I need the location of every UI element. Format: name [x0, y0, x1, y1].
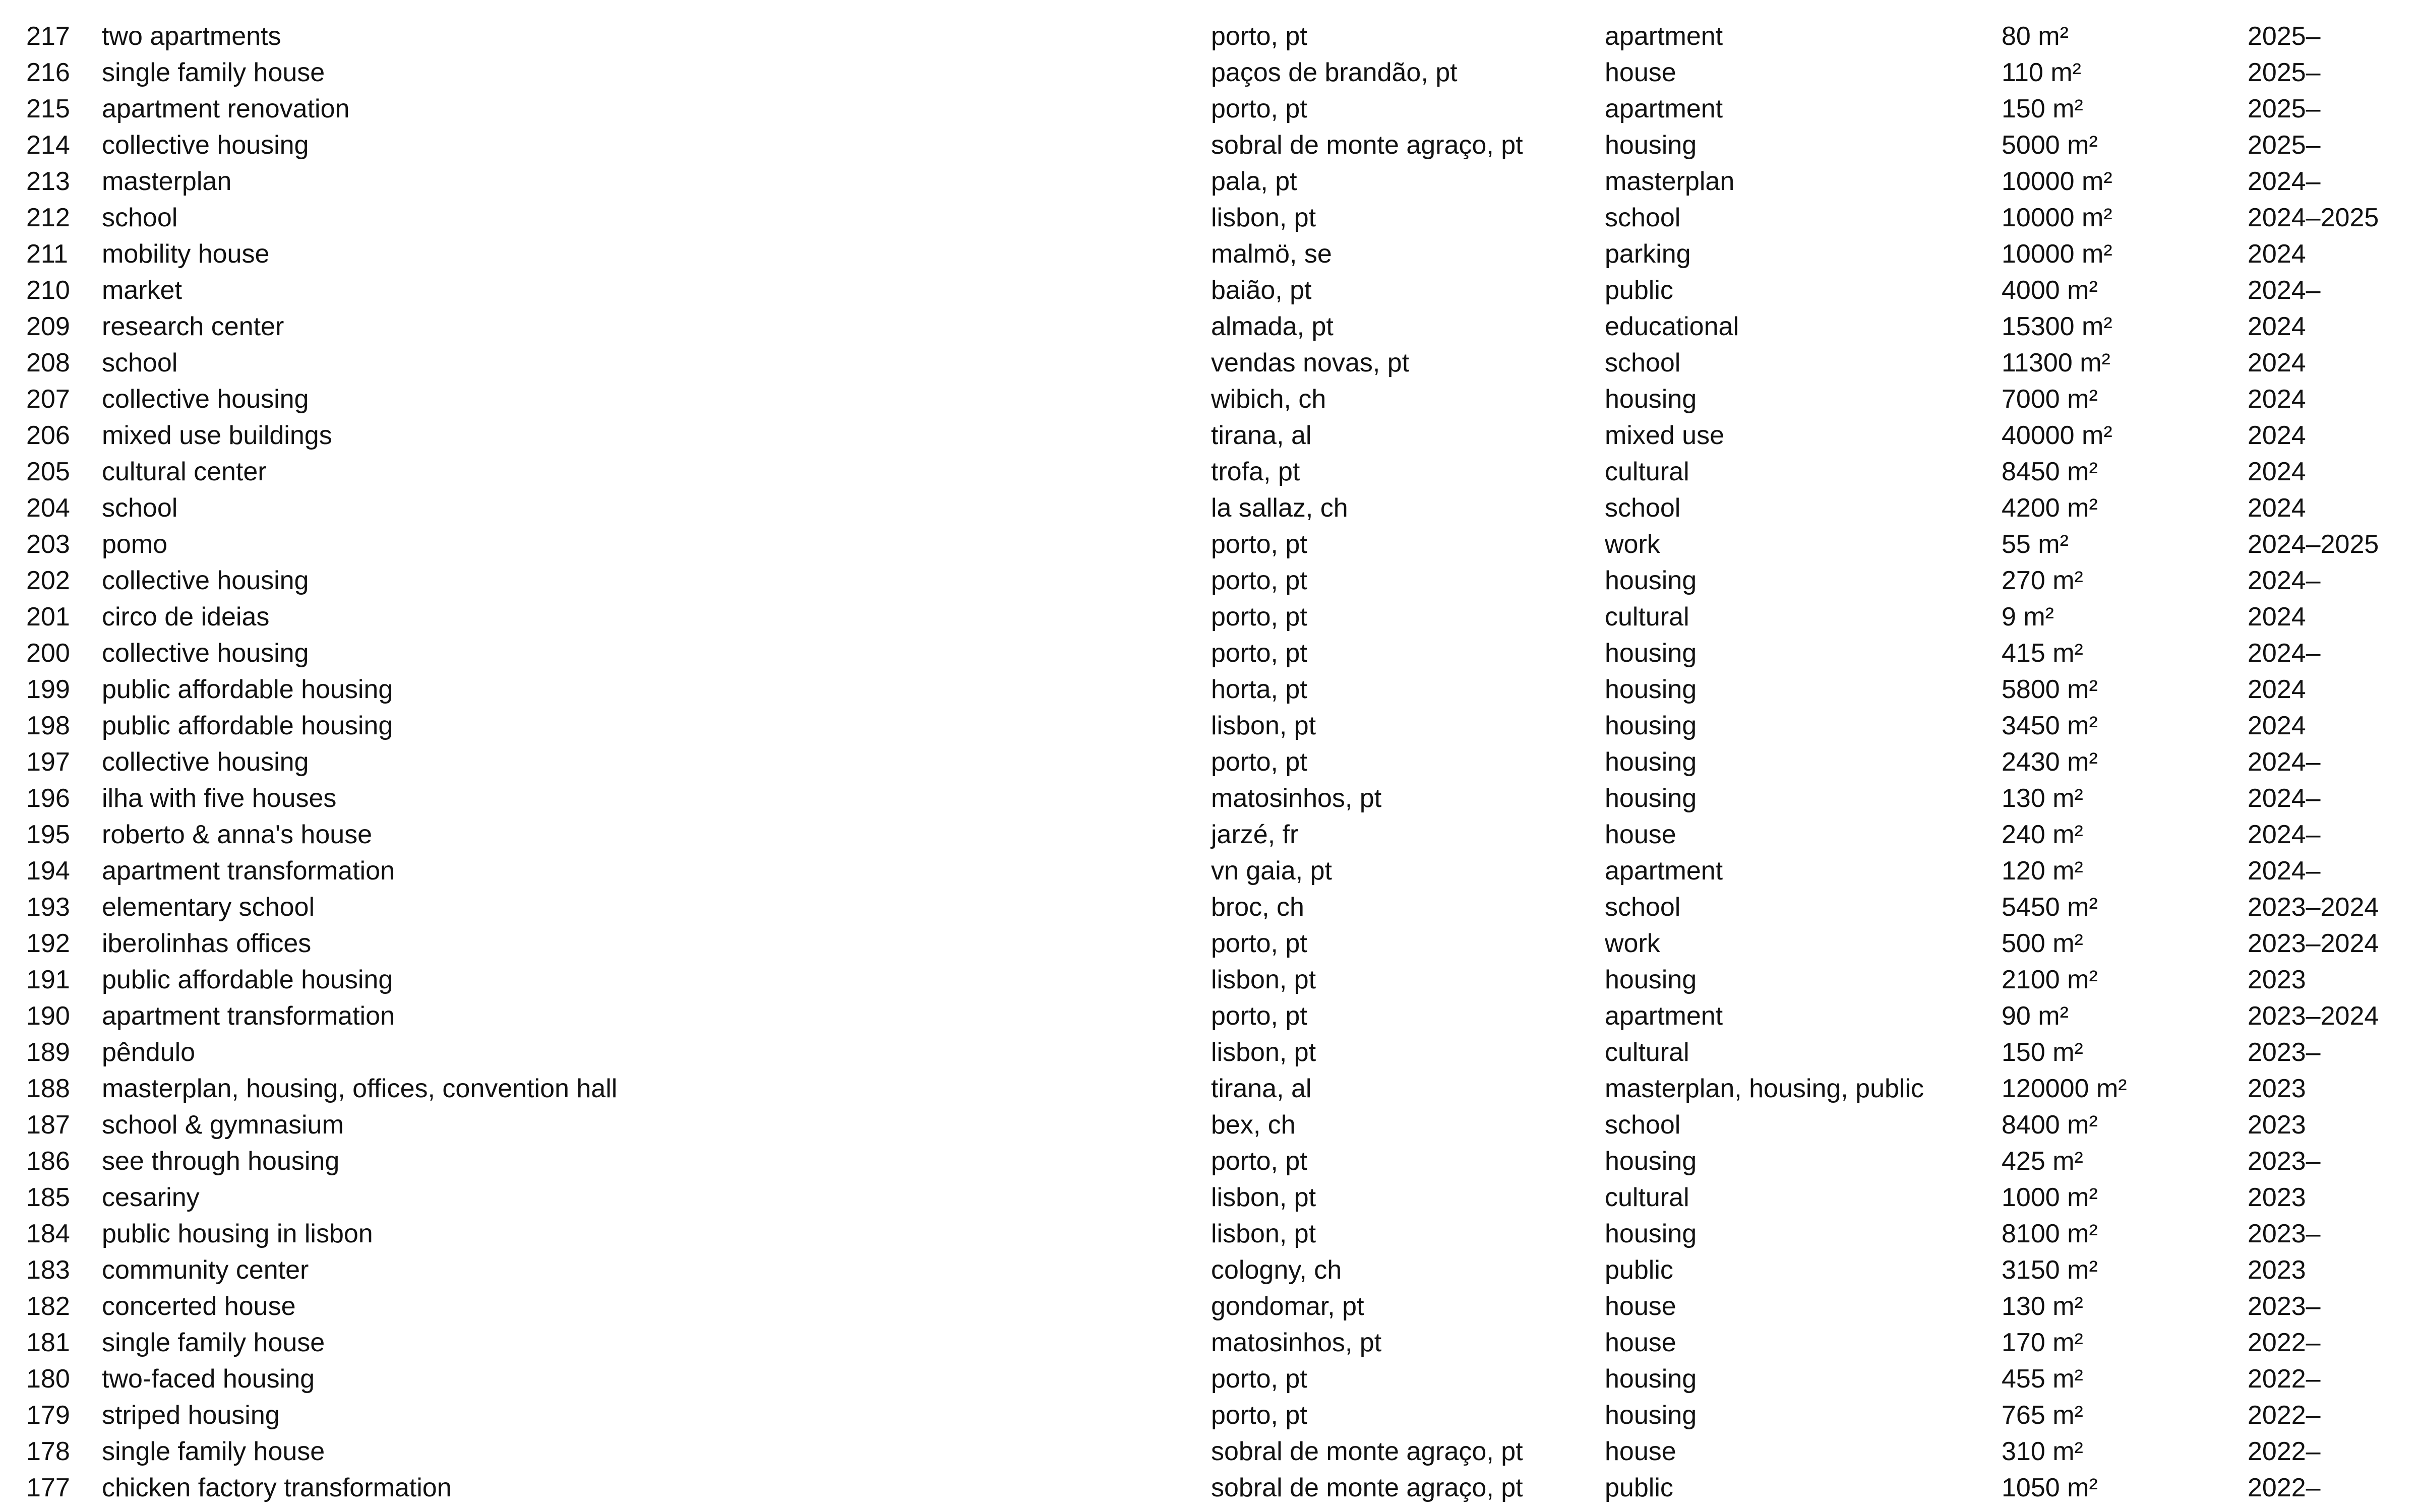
project-number: 217: [26, 22, 70, 51]
project-type: apartment: [1605, 856, 1723, 886]
project-area: 240 m²: [2002, 820, 2083, 849]
project-type: mixed use: [1605, 421, 1724, 450]
project-years: 2023: [2248, 1074, 2306, 1103]
project-area: 765 m²: [2002, 1401, 2083, 1430]
project-area: 5000 m²: [2002, 131, 2098, 160]
project-type: housing: [1605, 711, 1697, 740]
project-years: 2022–: [2248, 1364, 2321, 1394]
project-name[interactable]: cesariny: [102, 1183, 200, 1212]
project-years: 2023: [2248, 965, 2306, 994]
project-row[interactable]: [0, 1143, 2420, 1179]
project-location: sobral de monte agraço, pt: [1211, 131, 1523, 160]
project-number: 191: [26, 965, 70, 994]
project-type: public: [1605, 1473, 1673, 1502]
project-years: 2025–: [2248, 22, 2321, 51]
project-years: 2022–: [2248, 1328, 2321, 1357]
project-name[interactable]: market: [102, 276, 182, 305]
project-type: work: [1605, 929, 1660, 958]
project-area: 455 m²: [2002, 1364, 2083, 1394]
project-row[interactable]: [0, 18, 2420, 54]
project-number: 185: [26, 1183, 70, 1212]
project-years: 2023–2024: [2248, 893, 2379, 922]
project-location: porto, pt: [1211, 22, 1307, 51]
project-number: 216: [26, 58, 70, 87]
project-years: 2023–: [2248, 1147, 2321, 1176]
project-years: 2023–2024: [2248, 929, 2379, 958]
project-name[interactable]: apartment transformation: [102, 856, 395, 886]
project-area: 8400 m²: [2002, 1110, 2098, 1140]
project-location: pala, pt: [1211, 167, 1297, 196]
project-row[interactable]: [0, 1470, 2420, 1506]
project-area: 2100 m²: [2002, 965, 2098, 994]
project-type: housing: [1605, 131, 1697, 160]
project-name[interactable]: masterplan: [102, 167, 232, 196]
project-area: 15300 m²: [2002, 312, 2112, 341]
project-row[interactable]: [0, 1179, 2420, 1216]
project-area: 5800 m²: [2002, 675, 2098, 704]
project-type: housing: [1605, 784, 1697, 813]
project-location: matosinhos, pt: [1211, 784, 1382, 813]
project-number: 182: [26, 1292, 70, 1321]
project-location: porto, pt: [1211, 602, 1307, 632]
project-location: lisbon, pt: [1211, 965, 1316, 994]
project-years: 2024–: [2248, 820, 2321, 849]
project-type: work: [1605, 530, 1660, 559]
project-name[interactable]: public affordable housing: [102, 675, 393, 704]
project-name[interactable]: school: [102, 348, 178, 377]
project-number: 188: [26, 1074, 70, 1103]
project-location: sobral de monte agraço, pt: [1211, 1437, 1523, 1466]
project-name[interactable]: collective housing: [102, 566, 309, 595]
project-row[interactable]: [0, 381, 2420, 417]
project-row[interactable]: [0, 236, 2420, 272]
project-type: housing: [1605, 747, 1697, 777]
project-location: trofa, pt: [1211, 457, 1300, 486]
project-row[interactable]: [0, 1325, 2420, 1361]
project-type: school: [1605, 203, 1681, 232]
project-name[interactable]: public affordable housing: [102, 711, 393, 740]
project-location: bex, ch: [1211, 1110, 1296, 1140]
project-type: school: [1605, 493, 1681, 523]
project-type: cultural: [1605, 1183, 1689, 1212]
project-name[interactable]: community center: [102, 1255, 309, 1285]
project-row[interactable]: [0, 925, 2420, 962]
project-type: housing: [1605, 1401, 1697, 1430]
project-location: tirana, al: [1211, 1074, 1312, 1103]
project-list: [0, 18, 2420, 1506]
project-number: 204: [26, 493, 70, 523]
project-row[interactable]: [0, 490, 2420, 526]
project-row[interactable]: [0, 454, 2420, 490]
project-name[interactable]: cultural center: [102, 457, 267, 486]
project-number: 214: [26, 131, 70, 160]
project-location: cologny, ch: [1211, 1255, 1342, 1285]
project-years: 2024: [2248, 711, 2306, 740]
project-number: 205: [26, 457, 70, 486]
project-location: porto, pt: [1211, 639, 1307, 668]
project-number: 197: [26, 747, 70, 777]
project-area: 130 m²: [2002, 784, 2083, 813]
project-name[interactable]: public affordable housing: [102, 965, 393, 994]
project-row[interactable]: [0, 998, 2420, 1034]
project-name[interactable]: circo de ideias: [102, 602, 270, 632]
project-number: 192: [26, 929, 70, 958]
project-row[interactable]: [0, 853, 2420, 889]
project-name[interactable]: collective housing: [102, 385, 309, 414]
project-name[interactable]: apartment renovation: [102, 94, 350, 123]
project-row[interactable]: [0, 744, 2420, 780]
project-type: masterplan: [1605, 167, 1735, 196]
project-area: 425 m²: [2002, 1147, 2083, 1176]
project-years: 2024: [2248, 312, 2306, 341]
project-name[interactable]: concerted house: [102, 1292, 296, 1321]
project-years: 2024–: [2248, 856, 2321, 886]
project-years: 2023–: [2248, 1292, 2321, 1321]
project-years: 2024: [2248, 385, 2306, 414]
project-number: 189: [26, 1038, 70, 1067]
project-number: 184: [26, 1219, 70, 1248]
project-years: 2022–: [2248, 1401, 2321, 1430]
project-location: porto, pt: [1211, 530, 1307, 559]
project-location: la sallaz, ch: [1211, 493, 1348, 523]
project-location: vn gaia, pt: [1211, 856, 1332, 886]
project-row[interactable]: [0, 1433, 2420, 1470]
project-years: 2024: [2248, 602, 2306, 632]
project-type: public: [1605, 1255, 1673, 1285]
project-area: 90 m²: [2002, 1001, 2069, 1031]
project-name[interactable]: ilha with five houses: [102, 784, 337, 813]
project-years: 2024–: [2248, 167, 2321, 196]
project-name[interactable]: single family house: [102, 1328, 325, 1357]
project-years: 2024–2025: [2248, 203, 2379, 232]
project-name[interactable]: public housing in lisbon: [102, 1219, 373, 1248]
project-years: 2024–: [2248, 784, 2321, 813]
project-row[interactable]: [0, 272, 2420, 308]
project-number: 200: [26, 639, 70, 668]
project-area: 170 m²: [2002, 1328, 2083, 1357]
project-years: 2024: [2248, 457, 2306, 486]
project-type: house: [1605, 1328, 1676, 1357]
project-name[interactable]: school: [102, 203, 178, 232]
project-row[interactable]: [0, 671, 2420, 708]
project-location: paços de brandão, pt: [1211, 58, 1458, 87]
project-name[interactable]: elementary school: [102, 893, 315, 922]
project-area: 150 m²: [2002, 1038, 2083, 1067]
project-years: 2023–: [2248, 1038, 2321, 1067]
project-row[interactable]: [0, 54, 2420, 91]
project-location: lisbon, pt: [1211, 711, 1316, 740]
project-area: 5450 m²: [2002, 893, 2098, 922]
project-type: house: [1605, 1292, 1676, 1321]
project-location: porto, pt: [1211, 1364, 1307, 1394]
project-location: porto, pt: [1211, 566, 1307, 595]
project-years: 2024: [2248, 239, 2306, 269]
project-row[interactable]: [0, 1288, 2420, 1325]
project-area: 1050 m²: [2002, 1473, 2098, 1502]
project-type: apartment: [1605, 1001, 1723, 1031]
project-name[interactable]: collective housing: [102, 131, 309, 160]
project-area: 120 m²: [2002, 856, 2083, 886]
project-row[interactable]: [0, 163, 2420, 200]
project-location: lisbon, pt: [1211, 203, 1316, 232]
project-row[interactable]: [0, 526, 2420, 562]
project-area: 310 m²: [2002, 1437, 2083, 1466]
project-location: sobral de monte agraço, pt: [1211, 1473, 1523, 1502]
project-number: 212: [26, 203, 70, 232]
project-row[interactable]: [0, 816, 2420, 853]
project-name[interactable]: collective housing: [102, 747, 309, 777]
project-row[interactable]: [0, 127, 2420, 163]
project-row[interactable]: [0, 780, 2420, 816]
project-type: educational: [1605, 312, 1739, 341]
project-location: vendas novas, pt: [1211, 348, 1410, 377]
project-area: 110 m²: [2002, 58, 2081, 87]
project-years: 2024–: [2248, 276, 2321, 305]
project-area: 4200 m²: [2002, 493, 2098, 523]
project-location: porto, pt: [1211, 1001, 1307, 1031]
project-number: 187: [26, 1110, 70, 1140]
project-row[interactable]: [0, 91, 2420, 127]
project-row[interactable]: [0, 1107, 2420, 1143]
project-years: 2024: [2248, 348, 2306, 377]
project-name[interactable]: two apartments: [102, 22, 281, 51]
project-location: porto, pt: [1211, 1401, 1307, 1430]
project-name[interactable]: chicken factory transformation: [102, 1473, 452, 1502]
project-area: 150 m²: [2002, 94, 2083, 123]
project-area: 2430 m²: [2002, 747, 2098, 777]
project-row[interactable]: [0, 599, 2420, 635]
project-area: 120000 m²: [2002, 1074, 2127, 1103]
project-number: 181: [26, 1328, 70, 1357]
project-number: 210: [26, 276, 70, 305]
project-number: 186: [26, 1147, 70, 1176]
project-area: 4000 m²: [2002, 276, 2098, 305]
project-row[interactable]: [0, 417, 2420, 454]
project-type: public: [1605, 276, 1673, 305]
project-row[interactable]: [0, 1070, 2420, 1107]
project-years: 2024–: [2248, 566, 2321, 595]
project-years: 2024–2025: [2248, 530, 2379, 559]
project-location: malmö, se: [1211, 239, 1332, 269]
project-location: porto, pt: [1211, 1147, 1307, 1176]
project-name[interactable]: pomo: [102, 530, 168, 559]
project-number: 201: [26, 602, 70, 632]
project-location: broc, ch: [1211, 893, 1304, 922]
project-location: porto, pt: [1211, 747, 1307, 777]
project-years: 2023: [2248, 1183, 2306, 1212]
project-name[interactable]: masterplan, housing, offices, convention hall: [102, 1074, 618, 1103]
project-area: 9 m²: [2002, 602, 2054, 632]
project-area: 10000 m²: [2002, 167, 2112, 196]
project-type: apartment: [1605, 94, 1723, 123]
project-years: 2024–: [2248, 747, 2321, 777]
project-number: 207: [26, 385, 70, 414]
project-location: baião, pt: [1211, 276, 1312, 305]
project-area: 1000 m²: [2002, 1183, 2098, 1212]
project-type: housing: [1605, 1147, 1697, 1176]
project-type: masterplan, housing, public: [1605, 1074, 1924, 1103]
project-name[interactable]: mixed use buildings: [102, 421, 332, 450]
project-number: 190: [26, 1001, 70, 1031]
project-type: school: [1605, 1110, 1681, 1140]
project-row[interactable]: [0, 308, 2420, 345]
project-name[interactable]: striped housing: [102, 1401, 280, 1430]
project-location: matosinhos, pt: [1211, 1328, 1382, 1357]
project-years: 2023–: [2248, 1219, 2321, 1248]
project-type: housing: [1605, 675, 1697, 704]
project-number: 213: [26, 167, 70, 196]
project-area: 10000 m²: [2002, 239, 2112, 269]
project-number: 179: [26, 1401, 70, 1430]
project-years: 2025–: [2248, 58, 2321, 87]
project-number: 183: [26, 1255, 70, 1285]
project-number: 196: [26, 784, 70, 813]
project-row[interactable]: [0, 1252, 2420, 1288]
project-name[interactable]: pêndulo: [102, 1038, 196, 1067]
project-name[interactable]: research center: [102, 312, 284, 341]
project-number: 198: [26, 711, 70, 740]
project-location: wibich, ch: [1211, 385, 1326, 414]
project-area: 7000 m²: [2002, 385, 2098, 414]
project-number: 194: [26, 856, 70, 886]
project-name[interactable]: roberto & anna's house: [102, 820, 373, 849]
project-row[interactable]: [0, 1361, 2420, 1397]
project-type: house: [1605, 820, 1676, 849]
project-location: lisbon, pt: [1211, 1183, 1316, 1212]
project-name[interactable]: single family house: [102, 1437, 325, 1466]
project-location: horta, pt: [1211, 675, 1307, 704]
project-location: lisbon, pt: [1211, 1219, 1316, 1248]
project-number: 215: [26, 94, 70, 123]
project-row[interactable]: [0, 635, 2420, 671]
project-row[interactable]: [0, 1034, 2420, 1070]
project-years: 2024: [2248, 493, 2306, 523]
project-area: 8450 m²: [2002, 457, 2098, 486]
project-location: gondomar, pt: [1211, 1292, 1364, 1321]
project-row[interactable]: [0, 889, 2420, 925]
project-number: 193: [26, 893, 70, 922]
project-number: 202: [26, 566, 70, 595]
project-name[interactable]: apartment transformation: [102, 1001, 395, 1031]
project-area: 55 m²: [2002, 530, 2069, 559]
project-type: cultural: [1605, 457, 1689, 486]
project-number: 203: [26, 530, 70, 559]
project-number: 178: [26, 1437, 70, 1466]
project-type: cultural: [1605, 602, 1689, 632]
project-area: 3150 m²: [2002, 1255, 2098, 1285]
project-row[interactable]: [0, 200, 2420, 236]
project-name[interactable]: single family house: [102, 58, 325, 87]
project-type: housing: [1605, 965, 1697, 994]
project-area: 10000 m²: [2002, 203, 2112, 232]
project-type: school: [1605, 348, 1681, 377]
project-years: 2022–: [2248, 1473, 2321, 1502]
project-type: housing: [1605, 566, 1697, 595]
project-area: 130 m²: [2002, 1292, 2083, 1321]
project-row[interactable]: [0, 962, 2420, 998]
project-years: 2025–: [2248, 94, 2321, 123]
project-location: porto, pt: [1211, 94, 1307, 123]
project-name[interactable]: school: [102, 493, 178, 523]
project-location: almada, pt: [1211, 312, 1334, 341]
project-type: school: [1605, 893, 1681, 922]
project-years: 2022–: [2248, 1437, 2321, 1466]
project-area: 40000 m²: [2002, 421, 2112, 450]
project-row[interactable]: [0, 1216, 2420, 1252]
project-number: 209: [26, 312, 70, 341]
project-years: 2024–: [2248, 639, 2321, 668]
project-row[interactable]: [0, 708, 2420, 744]
project-type: apartment: [1605, 22, 1723, 51]
project-area: 500 m²: [2002, 929, 2083, 958]
project-area: 80 m²: [2002, 22, 2069, 51]
project-location: jarzé, fr: [1211, 820, 1299, 849]
project-type: housing: [1605, 1219, 1697, 1248]
project-years: 2023: [2248, 1255, 2306, 1285]
project-name[interactable]: see through housing: [102, 1147, 340, 1176]
project-type: housing: [1605, 1364, 1697, 1394]
project-row[interactable]: [0, 562, 2420, 599]
project-years: 2024: [2248, 421, 2306, 450]
project-area: 415 m²: [2002, 639, 2083, 668]
project-type: house: [1605, 1437, 1676, 1466]
project-location: tirana, al: [1211, 421, 1312, 450]
project-type: housing: [1605, 639, 1697, 668]
project-row[interactable]: [0, 345, 2420, 381]
project-location: lisbon, pt: [1211, 1038, 1316, 1067]
project-area: 270 m²: [2002, 566, 2083, 595]
project-area: 11300 m²: [2002, 348, 2110, 377]
project-years: 2025–: [2248, 131, 2321, 160]
project-area: 3450 m²: [2002, 711, 2098, 740]
project-years: 2023–2024: [2248, 1001, 2379, 1031]
project-number: 208: [26, 348, 70, 377]
project-type: housing: [1605, 385, 1697, 414]
project-number: 211: [26, 239, 68, 269]
project-name[interactable]: mobility house: [102, 239, 270, 269]
project-type: cultural: [1605, 1038, 1689, 1067]
project-number: 206: [26, 421, 70, 450]
project-type: parking: [1605, 239, 1691, 269]
project-row[interactable]: [0, 1397, 2420, 1433]
project-number: 199: [26, 675, 70, 704]
project-location: porto, pt: [1211, 929, 1307, 958]
project-name[interactable]: iberolinhas offices: [102, 929, 312, 958]
project-type: house: [1605, 58, 1676, 87]
project-number: 195: [26, 820, 70, 849]
project-years: 2024: [2248, 675, 2306, 704]
project-number: 177: [26, 1473, 70, 1502]
project-name[interactable]: two-faced housing: [102, 1364, 315, 1394]
project-area: 8100 m²: [2002, 1219, 2098, 1248]
project-number: 180: [26, 1364, 70, 1394]
project-years: 2023: [2248, 1110, 2306, 1140]
project-name[interactable]: school & gymnasium: [102, 1110, 344, 1140]
project-name[interactable]: collective housing: [102, 639, 309, 668]
